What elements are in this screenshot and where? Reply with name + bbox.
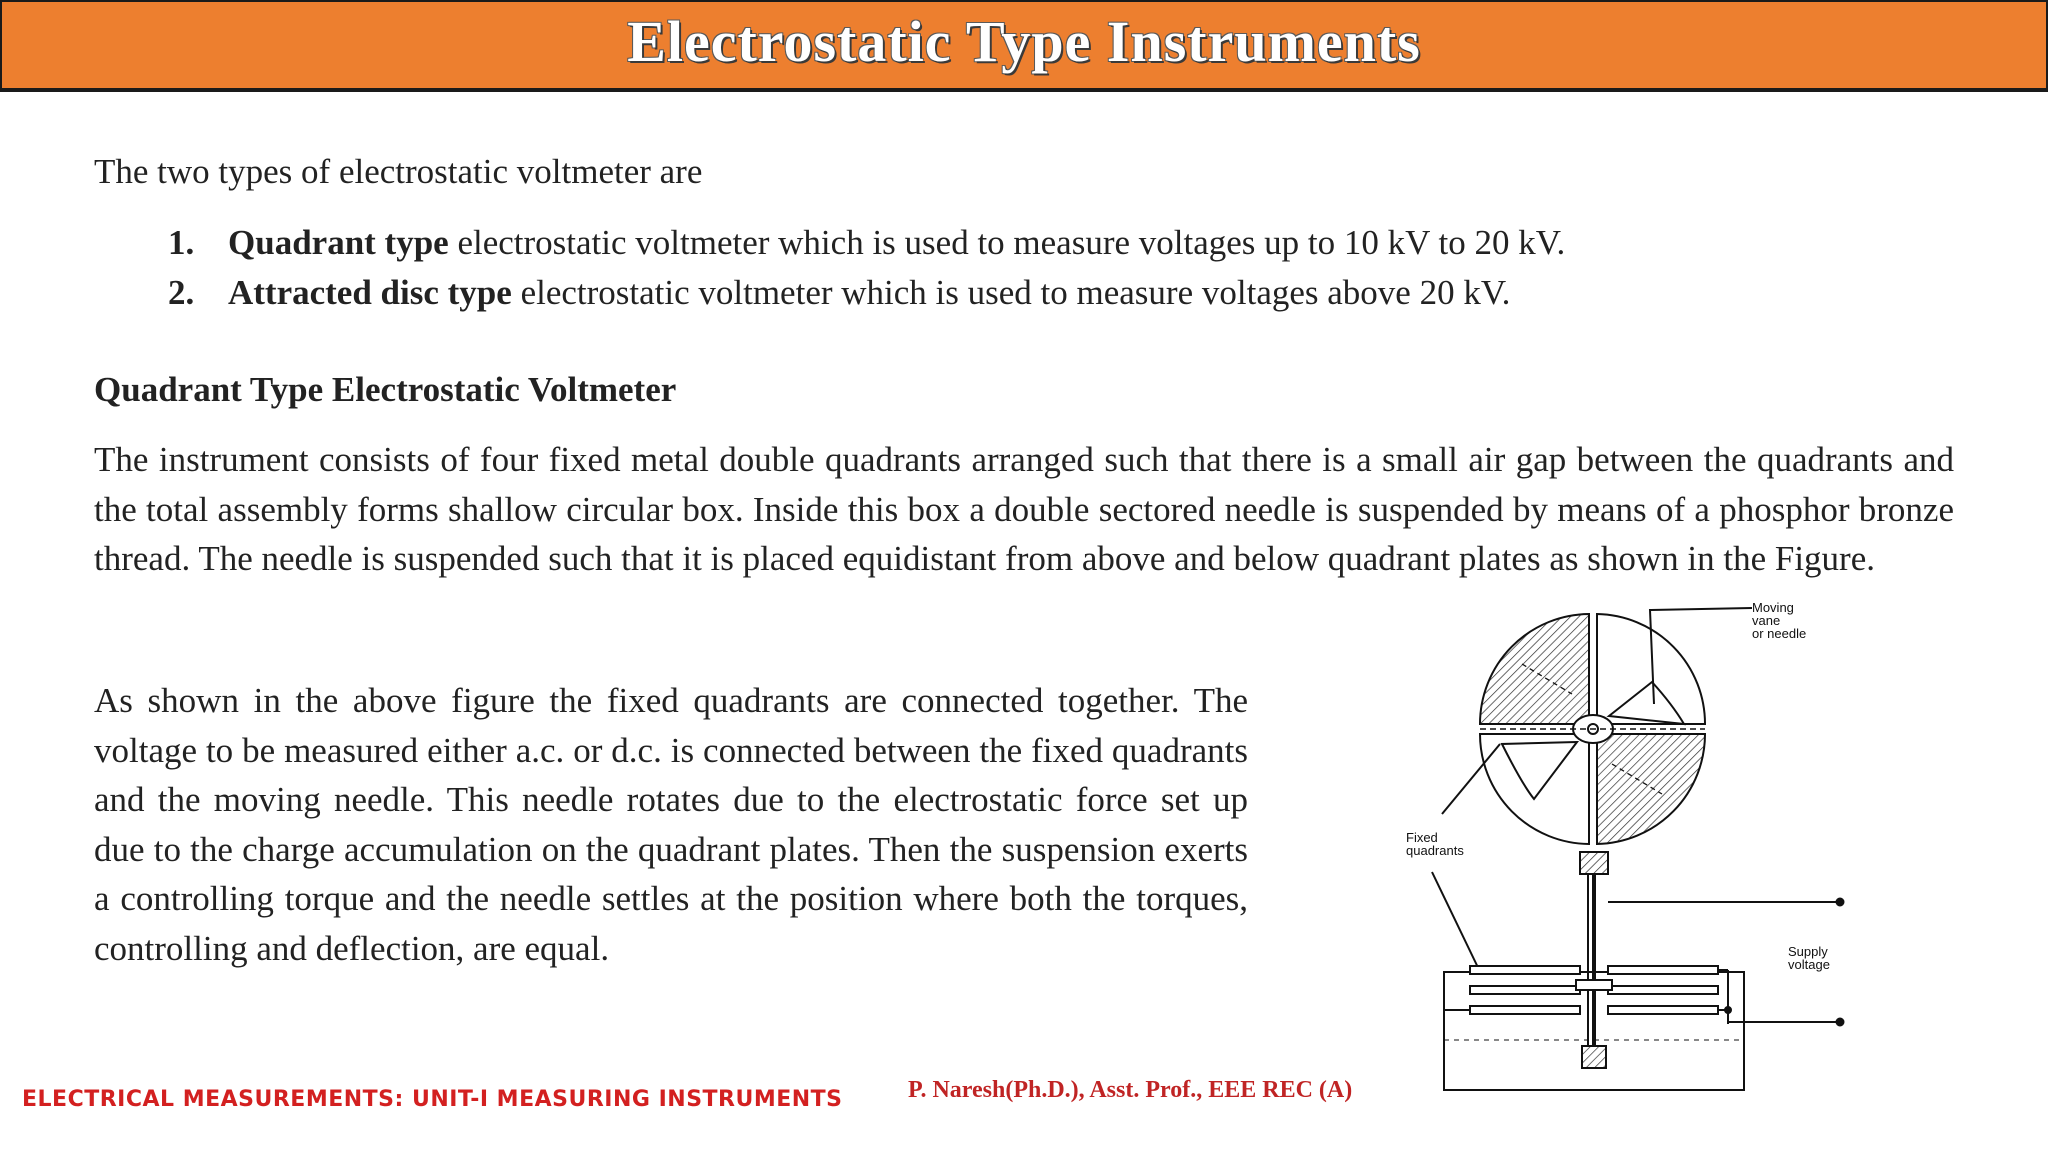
slide-title: Electrostatic Type Instruments — [627, 9, 1421, 74]
list-item — [168, 268, 1565, 318]
quadrant-top-view — [1480, 614, 1705, 844]
paragraph-operation: As shown in the above figure the fixed quadrants are connected together. The voltage to be measured either a.c. or d.c. is connected between the fixed quadrants and the moving needle. This needle rotates due to the electrostatic force set up due to the charge accumulation on the quadrant plates. Then the suspension exerts a controlling torque and the needle settles at the position where both the torques, controlling and deflection, are equal. — [94, 681, 1248, 968]
section-heading: Quadrant Type Electrostatic Voltmeter — [94, 370, 677, 409]
damping-vane — [1582, 1046, 1606, 1068]
list-number: 1. — [168, 223, 195, 262]
quadrant-voltmeter-figure — [1372, 594, 1892, 1104]
torsion-head — [1580, 852, 1608, 874]
footer-author: P. Naresh(Ph.D.), Asst. Prof., EEE REC (A) — [908, 1077, 1353, 1103]
list-number: 2. — [168, 273, 195, 312]
needle-plate — [1470, 986, 1580, 994]
lower-quadrant-plate — [1470, 1006, 1580, 1014]
list-item — [168, 218, 1565, 268]
footer-course-title: ELECTRICAL MEASUREMENTS: UNIT-I MEASURING INSTRUMENTS — [22, 1087, 843, 1112]
quadrant-plate-lower-right — [1597, 734, 1705, 844]
voltmeter-types-list — [168, 218, 1565, 318]
title-bar — [0, 0, 2048, 92]
list-item-text: electrostatic voltmeter which is used to measure voltages above 20 kV. — [511, 273, 1511, 312]
label-fixed-quadrants: Fixed quadrants — [1406, 830, 1464, 858]
label-supply-voltage: Supply voltage — [1788, 944, 1830, 972]
upper-quadrant-plate — [1470, 966, 1580, 974]
paragraph-description: The instrument consists of four fixed metal double quadrants arranged such that there is a small air gap between the quadrants and the total assembly forms shallow circular box. Inside this box a double sectored needle is suspended by means of a phosphor bronze thread. The needle is suspended such that it is placed equidistant from above and below quadrant plates as shown in the Figure. — [94, 440, 1954, 578]
label-moving-vane: Moving vane or needle — [1752, 600, 1807, 641]
list-item-text: electrostatic voltmeter which is used to measure voltages up to 10 kV to 20 kV. — [448, 223, 1566, 262]
list-item-bold: Attracted disc type — [228, 273, 512, 312]
intro-text: The two types of electrostatic voltmeter are — [94, 152, 703, 191]
quadrant-plate-upper-left — [1480, 614, 1589, 724]
list-item-bold: Quadrant type — [228, 223, 449, 262]
side-view — [1444, 852, 1844, 1090]
